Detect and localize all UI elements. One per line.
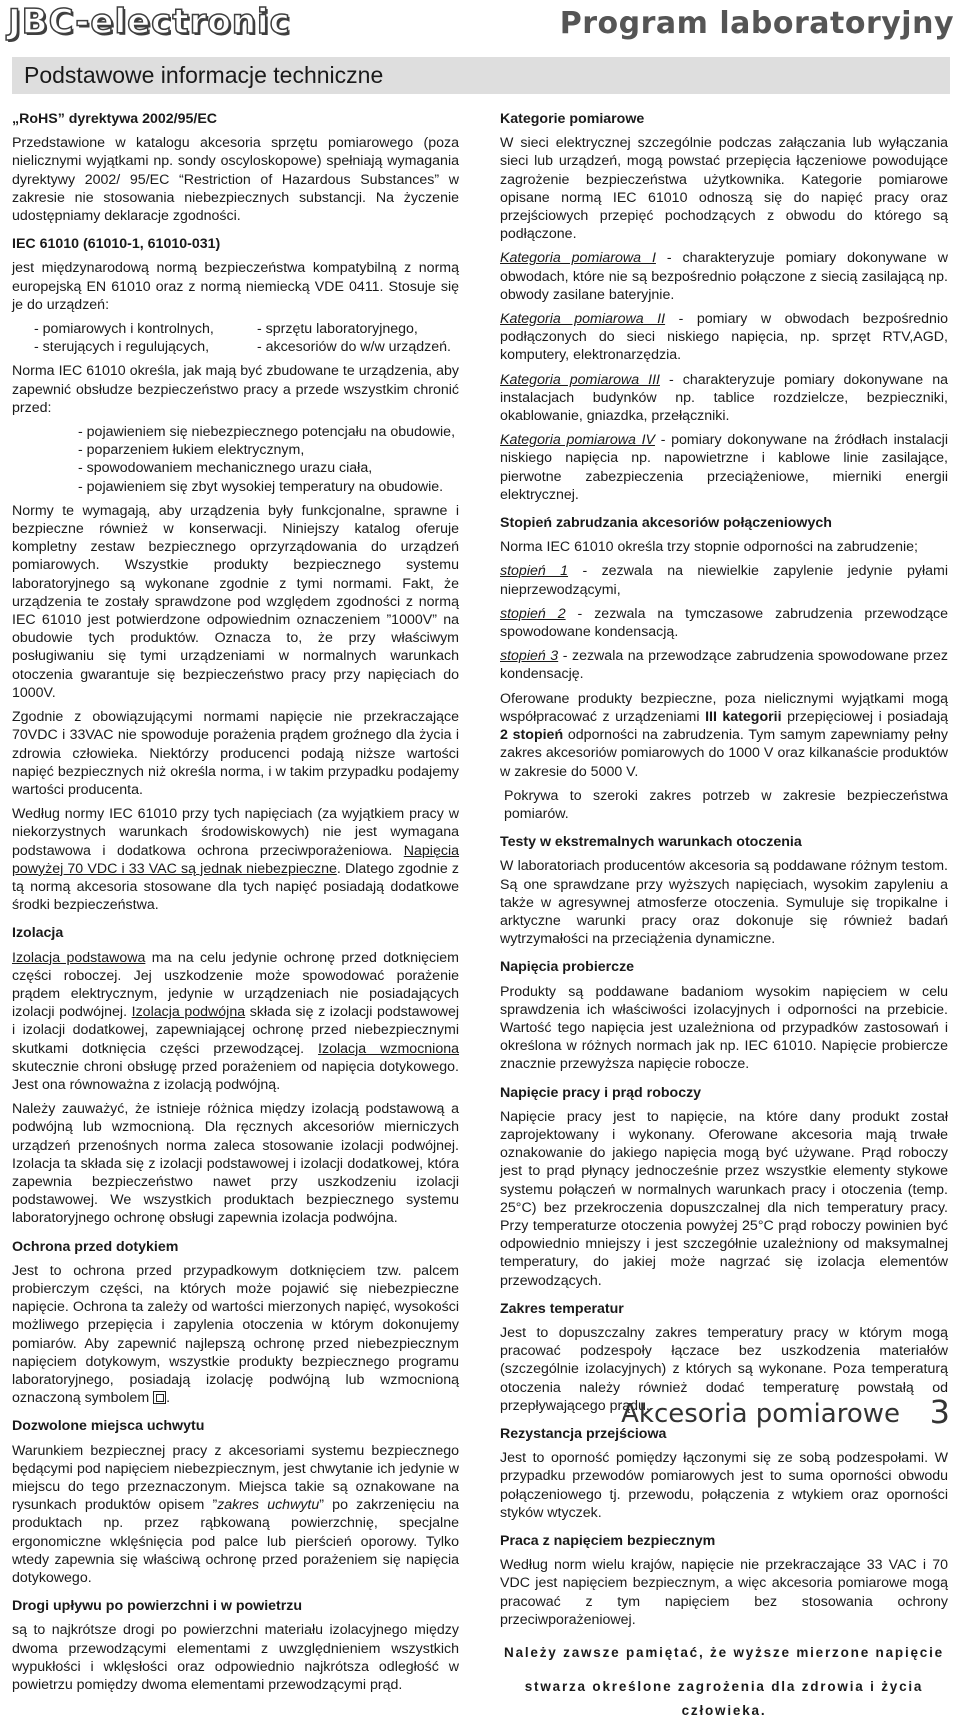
praca-heading: Praca z napięciem bezpiecznym bbox=[500, 1533, 716, 1550]
text-run: - zezwala na niewielkie zapylenie jedynie pyłami nieprzewodzącymi, bbox=[500, 563, 948, 598]
rezystancja-paragraph: Jest to oporność pomiędzy łączonymi się ze sobą podzespołami. W przypadku przewodów pomiarowych jest to suma oporności obwodu połączeniowego tj. przewodu, połączenia z wtykiem oraz oporności styków wtyczek. bbox=[500, 1450, 948, 1521]
degree-1 bbox=[500, 562, 948, 598]
text-run: ma na celu jedynie ochronę przed dotknięciem części roboczej. Jej uszkodzenie może spowodować porażenie prądem elektrycznym, jedynie w urządzeniach nie posiadających izolacji podwójnej. bbox=[12, 949, 459, 1021]
device-item: - sprzętu laboratoryjnego, bbox=[257, 321, 418, 338]
risk-item: - poparzeniem łukiem elektrycznym, bbox=[78, 442, 305, 459]
risk-item: - pojawieniem się zbyt wysokiej temperatury na obudowie. bbox=[78, 478, 444, 495]
footer-section-title: Akcesoria pomiarowe bbox=[621, 1399, 900, 1429]
pokrywa-paragraph: Pokrywa to szeroki zakres potrzeb w zakresie bezpieczeństwa pomiarów. bbox=[504, 787, 948, 822]
text-run: - pomiary dokonywane na źródłach instalacji niskiego napięcia np. napowietrzne i kablowe linie zasilające, pierwotne zabezpieczenia przeciążeniowe, mierniki energii elektrycznej. bbox=[500, 432, 948, 503]
napiecia-heading: Napięcia probiercze bbox=[500, 959, 635, 976]
zgodnie-paragraph: Zgodnie z obowiązującymi normami napięcie nie przekraczające 70VDC i 33VAC nie spowoduje porażenia prądem groźnego dla życia i zdrowia człowieka. Niektórzy producenci podają niższe wartości napięć bezpiecznych niż określa norma, i w takim przypadku podajemy wartości producenta. bbox=[12, 709, 459, 798]
rohs-heading: „RoHS” dyrektywa 2002/95/EC bbox=[12, 111, 218, 127]
text-run: Według normy IEC 61010 przy tych napięciach (za wyjątkiem pracy w niekorzystnych warunkach środowiskowych) nie jest wymagana podstawowa i dodatkowa ochrona przeciwporażeniowa. bbox=[12, 806, 459, 859]
text-run: - charakteryzuje pomiary dokonywane w obwodach, które nie są bezpośrednio połączone z siecią zasilającą np. obwody zasilane bateryjnie. bbox=[500, 250, 948, 303]
dozwolone-heading: Dozwolone miejsca uchwytu bbox=[12, 1418, 205, 1435]
text-run: przepięciowej i posiadają bbox=[781, 708, 948, 725]
category-label: Kategoria pomiarowa III bbox=[500, 371, 660, 388]
double-insulation-icon bbox=[153, 1391, 166, 1404]
page-title: Podstawowe informacje techniczne bbox=[12, 57, 950, 94]
device-row-1 bbox=[12, 320, 459, 338]
category-3 bbox=[500, 371, 948, 426]
text-run: Oferowane produkty bezpieczne, poza nielicznymi wyjątkami mogą współpracować z urządzeniami bbox=[500, 690, 948, 725]
degree-label: stopień 1 bbox=[500, 563, 569, 580]
notice-line: Należy zawsze pamiętać, że wyższe mierzone napięcie bbox=[504, 1645, 944, 1661]
rohs-paragraph: Przedstawione w katalogu akcesoria sprzętu pomiarowego (poza nielicznymi wyjątkami np. sondy oscyloskopowe) spełniają wymagania dyrektywy 2002/ 95/EC “Restriction of Hazardous Substances” w zakresie nie stosowania niebezpiecznych substancji. Na życzenie udostępniamy deklaracje zgodności. bbox=[12, 135, 459, 225]
bold-text: III kategorii bbox=[705, 708, 782, 725]
ochrona-paragraph: Jest to ochrona przed przypadkowym dotknięciem tzw. palcem probierczym części, na których może pojawić się niebezpieczne napięcie. Ochrona ta zależy od wartości mierzonych napięć, wysokości możliwego przepięcia i zapylenia otoczenia w którym dokonujemy pomiarów. Aby zapewnić najlepszą ochronę przed niebezpiecznym napięciem dotykowym, wszystkie produkty bezpiecznego programu laboratoryjnego, posiadają izolację podwójną lub wzmocnioną oznaczoną symbolem . bbox=[12, 1262, 459, 1407]
category-label: Kategoria pomiarowa I bbox=[500, 250, 656, 267]
category-1 bbox=[500, 249, 948, 304]
oferowane-paragraph bbox=[500, 690, 948, 781]
iec-heading: IEC 61010 (61010-1, 61010-031) bbox=[12, 236, 221, 253]
risk-item: - spowodowaniem mechanicznego urazu ciała, bbox=[78, 460, 373, 477]
text-run: skutecznie chroni obsługę przed porażeniem od napięcia dotykowego. Jest ona równoważna z izolacją podwójną. bbox=[12, 1058, 459, 1093]
norma-paragraph: Norma IEC 61010 określa, jak mają być zbudowane te urządzenia, aby zapewnić obsłudze bezpieczeństwo pracy a przede wszystkim chronić przed: bbox=[12, 363, 459, 416]
page-number: 3 bbox=[929, 1393, 950, 1431]
device-item: - sterujących i regulujących, bbox=[34, 339, 210, 356]
temperatura-heading: Zakres temperatur bbox=[500, 1300, 624, 1317]
notice-line: stwarza określone zagrożenia dla zdrowia i życia człowieka. bbox=[524, 1679, 924, 1719]
wedlug-paragraph bbox=[12, 805, 459, 914]
text-run: Warunkiem bezpiecznej pracy z akcesoriami systemu bezpiecznego będącymi pod napięciem niebezpiecznym, jest chwytanie ich jedynie w miejscu do tego przeznaczonym. Miejsca takie są oznakowane na rysunkach produktów opisem ” bbox=[12, 1442, 459, 1514]
temperatura-paragraph: Jest to dopuszczalny zakres temperatury pracy w którym mogą pracować podzespoły łączace bez uszkodzenia materiałów (szczególnie izolacyjnych) z których są wykonane. Poza temperaturą otoczenia należy również dodać temperaturę powstałą od przepływającego prądu. bbox=[500, 1324, 948, 1414]
italic-text: zakres uchwytu bbox=[217, 1497, 320, 1514]
underlined-text: Napięcia powyżej 70 VDC i 33 VAC są jednak niebezpieczne bbox=[12, 842, 459, 877]
normy-paragraph: Normy te wymagają, aby urządzenia były funkcjonalne, sprawne i bezpieczne również w konserwacji. Niniejszy katalog oferuje kompletny zestaw bezpiecznego oprzyrządowania do urządzeń pomiarowych. Wszystkie produkty bezpiecznego systemu laboratoryjnego są wykonane zgodnie z tymi normami. Fakt, że urządzenia te zostały sprawdzone pod względem zgodności z normą IEC 61010 jest potwierdzone odpowiednim oznaczeniem ”1000V” na obudowie tych produktów. Oznacza to, że przy właściwym posługiwaniu się tymi urządzeniami w normalnych warunkach otoczenia gwarantuje się bezpieczeństwo pracy przy napięciach do 1000V. bbox=[12, 502, 459, 701]
testy-heading: Testy w ekstremalnych warunkach otoczenia bbox=[500, 834, 802, 851]
brand-logo: JBC-electronic bbox=[8, 2, 291, 42]
izolacja-heading: Izolacja bbox=[12, 925, 64, 942]
stopien-paragraph: Norma IEC 61010 określa trzy stopnie odporności na zabrudzenie; bbox=[500, 539, 918, 556]
napiecia-paragraph: Produkty są poddawane badaniom wysokim napięciem w celu sprawdzenia ich właściwości izolacyjnych i odporności na przebicie. Wartość tego napięcia jest uzależniona od przypadków zastosowań i określona w różnych normach jak np. IEC 61010. Napięcie probiercze znacznie przewyższa napięcie robocze. bbox=[500, 983, 948, 1073]
underlined-text: Izolacja podwójna bbox=[131, 1004, 246, 1021]
text-run: składa się z izolacji podstawowej i izolacji dodatkowej, zapewniającej ochronę przed niebezpiecznymi skutkami dotknięcia części przewodzącej. bbox=[12, 1004, 459, 1057]
text-run: odporności na zabrudzenia. Tym samym zapewniamy pełny zakres akcesoriów pomiarowych do 1000 V oraz kilkanaście produktów w zakresie do 5000 V. bbox=[500, 727, 949, 780]
kategorie-heading: Kategorie pomiarowe bbox=[500, 111, 645, 127]
risk-item: - pojawieniem się niebezpiecznego potencjału na obudowie, bbox=[78, 424, 456, 441]
safety-notice bbox=[500, 1641, 948, 1723]
degree-3 bbox=[500, 647, 948, 683]
underlined-text: Izolacja podstawowa bbox=[12, 949, 146, 966]
text-run: - zezwala na przewodzące zabrudzenia spowodowane przez kondensację. bbox=[500, 648, 948, 683]
category-label: Kategoria pomiarowa II bbox=[500, 311, 666, 328]
device-item: - akcesoriów do w/w urządzeń. bbox=[257, 339, 451, 356]
drogi-paragraph: są to najkrótsze drogi po powierzchni materiału izolacyjnego między dwoma przewodzącymi elementami z uwzględnieniem wszystkich wypukłości i wklęsłości oraz odpowiednio najkrótsza odległość w powietrzu pomiędzy dwoma elementami przewodzącymi prąd. bbox=[12, 1622, 459, 1694]
kategorie-paragraph: W sieci elektrycznej szczególnie podczas załączania lub wyłączania sieci lub urządzeń, mogą powstać przepięcia łączeniowe powodujące zagrożenie bezpieczeństwa użytkownika. Kategorie pomiarowe opisane normą IEC 61010 odnoszą się do napięć pracy oraz przejściowych przepięć pochodzących z obwodu do którego są podłączone. bbox=[500, 135, 948, 243]
nalezy-paragraph: Należy zauważyć, że istnieje różnica między izolacją podstawową a podwójną lub wzmocnioną. Dla ręcznych akcesoriów mierniczych urządzeń przenośnych norma zaleca stosowanie izolacji podwójnej. Izolacja ta składa się z izolacji podstawowej i izolacji dodatkowej, która zapewnia bezpieczeństwo nawet przy uszkodzeniu izolacji podstawowej. We wszystkich produktach bezpiecznego systemu laboratoryjnego ochronę obsługi zapewnia izolacja podwójna. bbox=[12, 1101, 459, 1227]
text-run: ” po zakrzenięciu na produktach np. przez rąbkowaną powierzchnię, specjalne ergonomiczne wklęśnięcia pod palce lub pierścień oporowy. Tylko wtedy zapewnia się właściwą ochronę przed porażeniem się napięcia dotykowego. bbox=[12, 1497, 460, 1587]
ochrona-heading: Ochrona przed dotykiem bbox=[12, 1238, 179, 1255]
drogi-heading: Drogi upływu po powierzchni i w powietrzu bbox=[12, 1598, 303, 1615]
izolacja-paragraph bbox=[12, 949, 459, 1095]
text-run: - pomiary w obwodach bezpośrednio podłączonych do sieci niskiego napięcia, np. sprzęt RTV,AGD, komputery, elektronarzędzia. bbox=[500, 311, 948, 364]
degree-label: stopień 2 bbox=[500, 605, 566, 622]
degree-2 bbox=[500, 605, 948, 641]
device-item: - pomiarowych i kontrolnych, bbox=[34, 321, 214, 338]
degree-label: stopień 3 bbox=[500, 648, 559, 665]
program-title: Program laboratoryjny bbox=[559, 6, 954, 41]
right-column bbox=[500, 110, 948, 1723]
underlined-text: Izolacja wzmocniona bbox=[318, 1040, 460, 1057]
category-4 bbox=[500, 431, 948, 504]
praca-paragraph: Według norm wielu krajów, napięcie nie przekraczające 33 VAC i 70 VDC jest napięciem bezpiecznym, a więc akcesoria pomiarowe mogą pracować z tym napięciem bez stosowania ochrony przeciwporażeniowej. bbox=[500, 1557, 948, 1628]
category-2 bbox=[500, 310, 948, 365]
prad-heading: Napięcie pracy i prąd roboczy bbox=[500, 1084, 702, 1101]
iec-paragraph: jest międzynarodową normą bezpieczeństwa kompatybilną z normą europejską EN 61010 oraz z normą niemiecką VDE 0411. Stosuje się je do urządzeń: bbox=[12, 260, 459, 313]
text-run: . Dlatego zgodnie z tą normą akcesoria stosowane dla tych napięć posiadają dodatkowe środki bezpieczeństwa. bbox=[12, 860, 460, 914]
rezystancja-heading: Rezystancja przejściowa bbox=[500, 1426, 667, 1442]
text-run: Jest to ochrona przed przypadkowym dotknięciem tzw. palcem probierczym części, na których może pojawić się niebezpieczne napięcie. Ochrona ta zależy od wartości mierzonych napięć, wysokości możliwego przepięcia i zapylenia otoczenia w którym dokonujemy pomiarów. Aby zapewnić najlepszą ochronę przed niebezpiecznym napięciem dotykowym, wszystkie produkty bezpiecznego programu laboratoryjnego, posiadają izolację podwójną lub wzmocnioną oznaczoną symbolem bbox=[12, 1262, 459, 1407]
category-label: Kategoria pomiarowa IV bbox=[500, 432, 655, 449]
bold-text: 2 stopień bbox=[500, 727, 564, 744]
dozwolone-paragraph bbox=[12, 1442, 459, 1588]
stopien-heading: Stopień zabrudzania akcesoriów połączeniowych bbox=[500, 515, 832, 532]
testy-paragraph: W laboratoriach producentów akcesoria są poddawane różnym testom. Są one sprawdzane przy wyższych napięciach, wysokim zapyleniu a także w agresywnej atmosferze otoczenia. Symuluje się tropikalne i arktyczne warunki pracy oraz dokonuje się również badań wytrzymałości na przeciążenia dynamiczne. bbox=[500, 858, 948, 948]
prad-paragraph: Napięcie pracy jest to napięcie, na które dany produkt został zaprojektowany i wykonany. Oferowane akcesoria mają trwałe oznakowanie do jakiego napięcia mogą być używane. Prąd roboczy jest to prąd płynący jednocześnie przez wszystkie elementy stykowe systemu połączeń w normalnych warunkach pracy i otoczenia (temp. 25°C) bez przekroczenia dopuszczalnej dla nich temperatury pracy. Przy temperaturze otoczenia powyżej 25°C prąd roboczy powinien być odpowiednio mniejszy i jest szczegółnie uzależniony od maksymalnej temperatury, do jakiej może nagrzać się izolacja elementów przewodzących. bbox=[500, 1108, 948, 1289]
text-run: - charakteryzuje pomiary dokonywane na instalacjach budynków np. tablice rozdzielcze, bezpieczniki, okablowanie, gniazdka, przełączniki. bbox=[500, 371, 948, 425]
text-run: - zezwala na tymczasowe zabrudzenia przewodzące spowodowane kondensacją. bbox=[500, 605, 948, 641]
device-row-2 bbox=[12, 338, 459, 356]
left-column bbox=[12, 110, 459, 1700]
